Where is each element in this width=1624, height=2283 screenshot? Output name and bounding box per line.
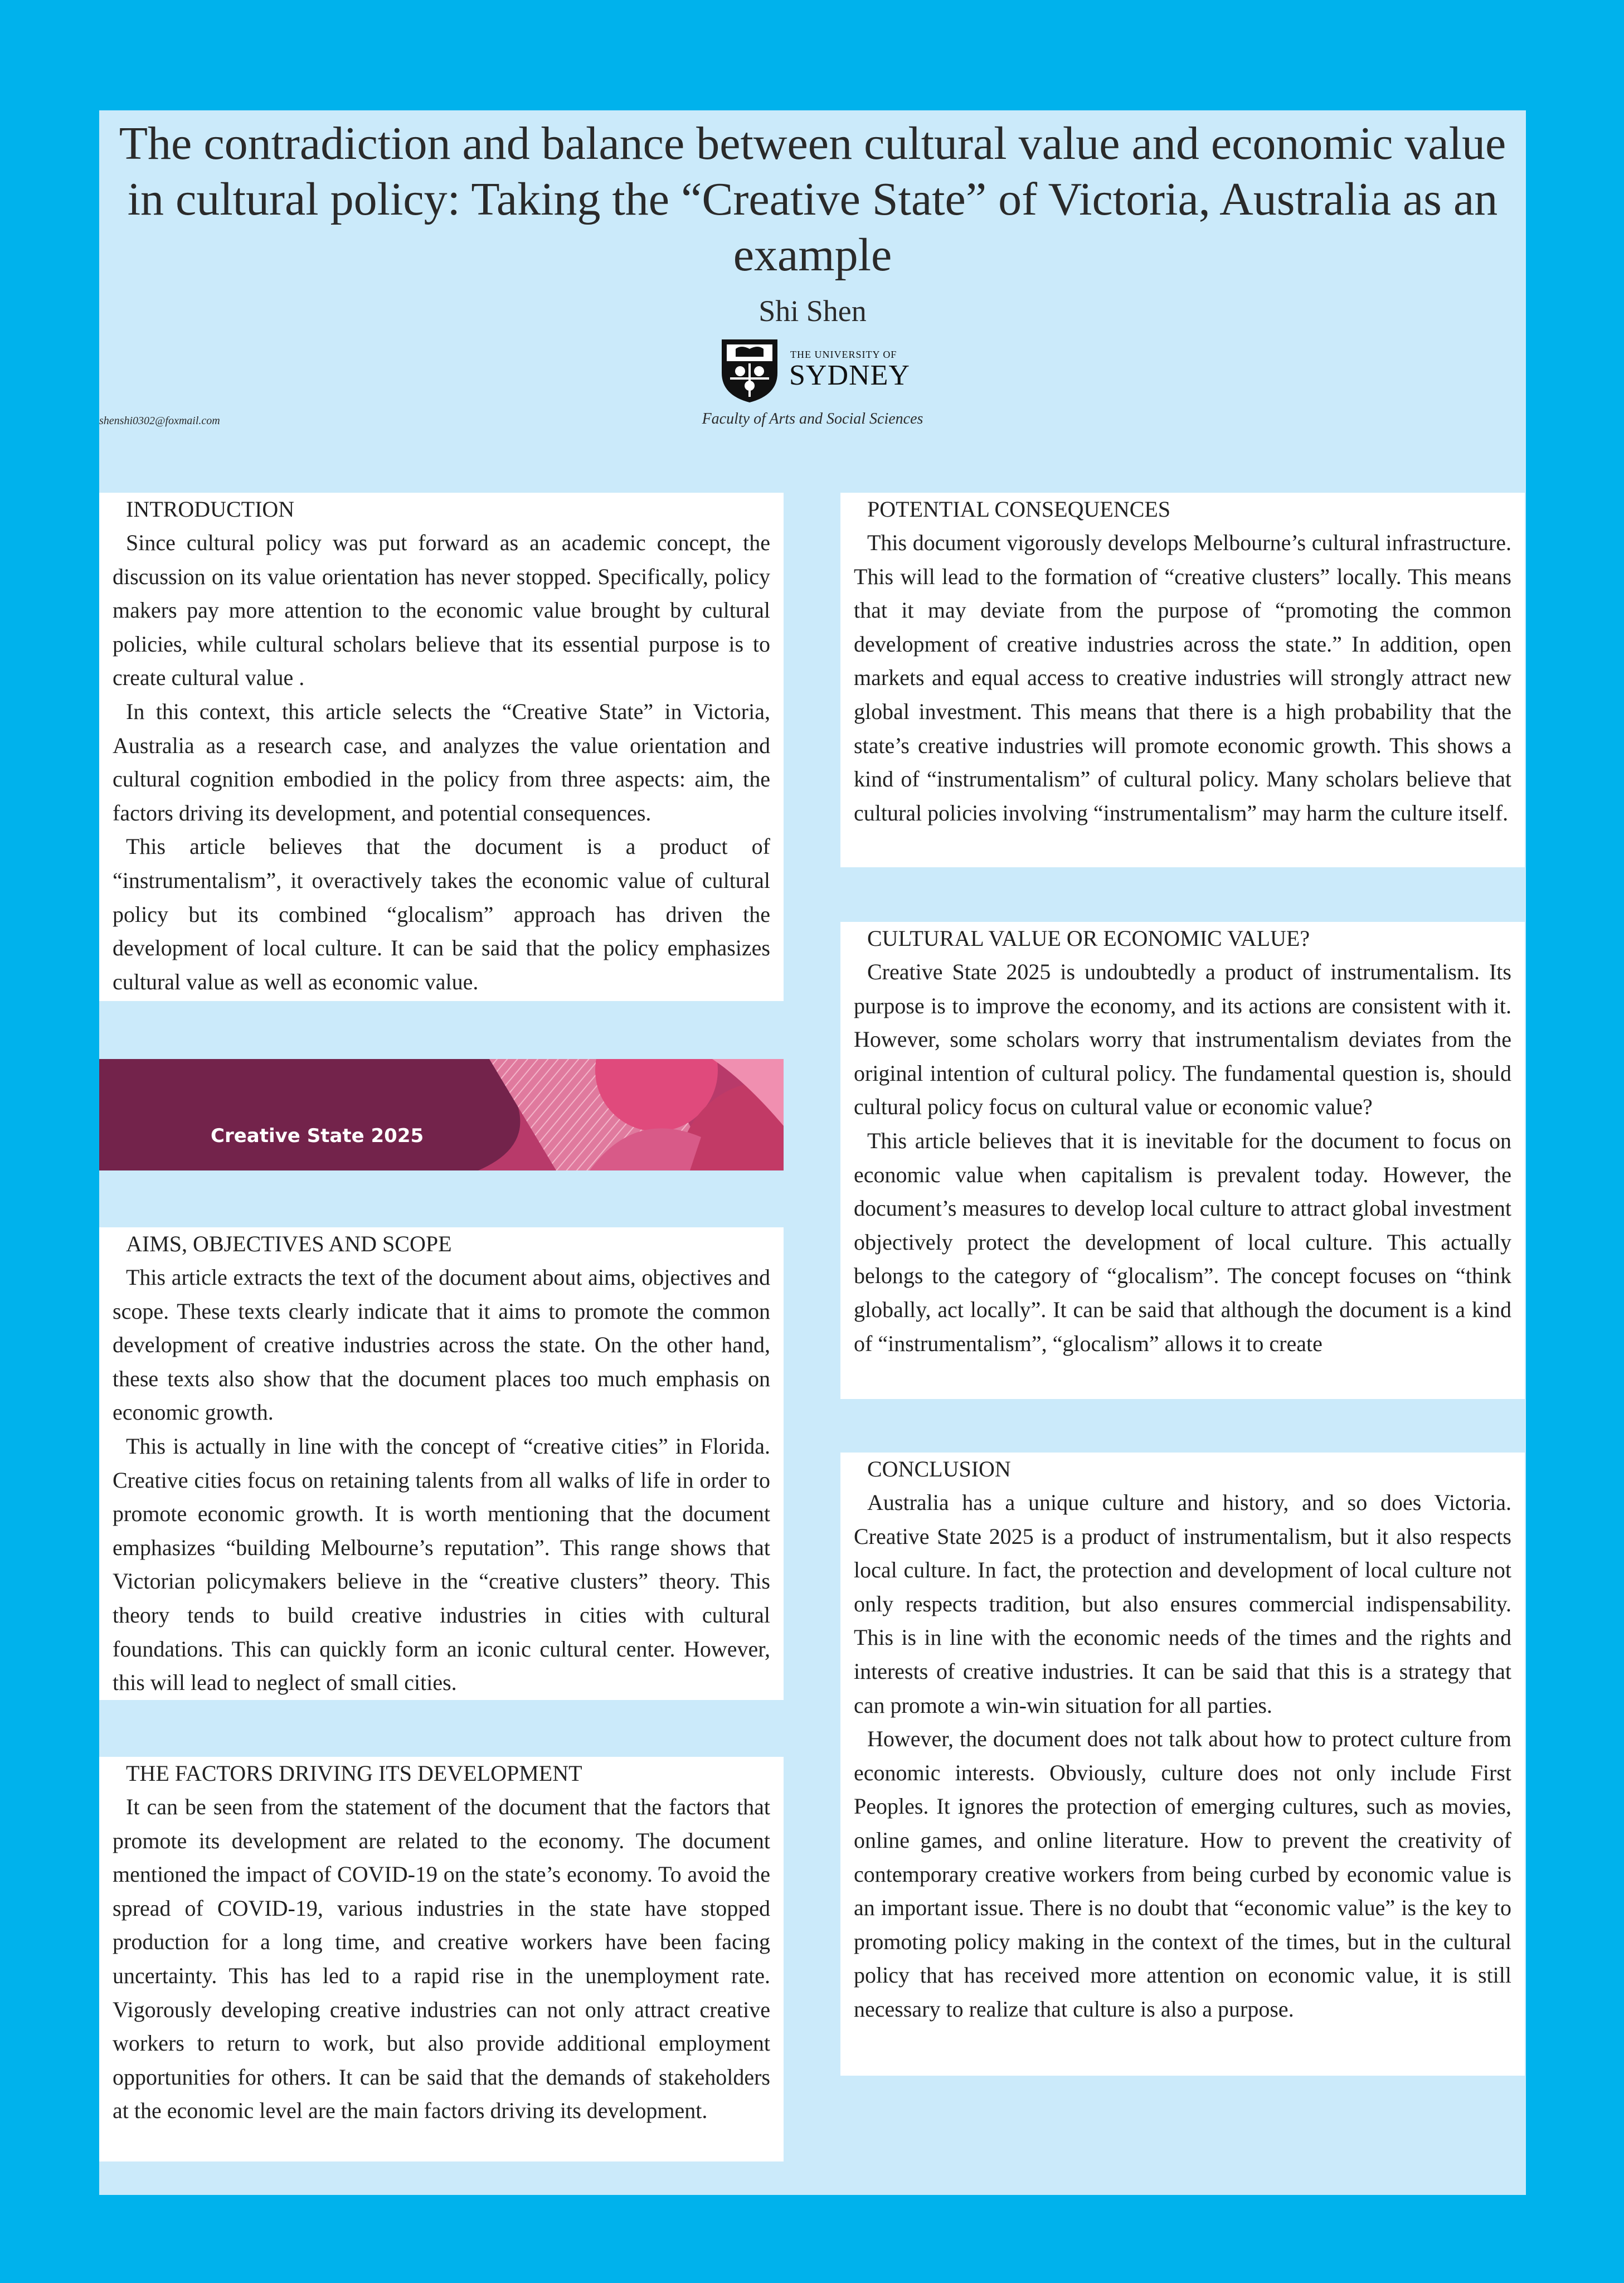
section-heading: AIMS, OBJECTIVES AND SCOPE: [126, 1231, 452, 1256]
faculty-name: Faculty of Arts and Social Sciences: [702, 410, 923, 428]
section-paragraph: This article believes that it is inevitable for the document to focus on economic value when capitalism is prevalent today. However, the document’s measures to develop local culture to attract global investment objectively protect the development of local culture. This actually belongs to the category of “glocalism”. The concept focuses on “think globally, act locally”. It can be said that although the document is a kind of “instrumentalism”, “glocalism” allows it to create: [854, 1128, 1511, 1356]
banner-label: Creative State 2025: [211, 1125, 424, 1147]
section-paragraph: Creative State 2025 is undoubtedly a product of instrumentalism. Its purpose is to improve the economy, and its actions are consistent with it. However, some scholars worry that instrumentalism deviates from the original intention of cultural policy. The fundamental question is, should cultural policy focus on cultural value or economic value?: [854, 959, 1511, 1120]
section-heading: CONCLUSION: [867, 1456, 1011, 1481]
section-heading: POTENTIAL CONSEQUENCES: [867, 497, 1171, 522]
section-heading: INTRODUCTION: [126, 497, 295, 522]
section-aims: [99, 1227, 784, 1700]
section-cultural-vs-economic: [840, 922, 1525, 1399]
section-paragraph: However, the document does not talk about how to protect culture from economic interests. Obviously, culture does not only include First Peoples. It ignores the protection of emerging cultures, such as movies, online games, and online literature. How to prevent the creativity of contemporary creative workers from being curbed by economic value is an important issue. There is no doubt that “economic value” is the key to promoting policy making in the context of the times, but in the cultural policy that has received more attention on economic value, it is still necessary to realize that culture is also a purpose.: [854, 1726, 1511, 2022]
university-crest-icon: [719, 337, 780, 404]
section-paragraph: This article believes that the document is a product of “instrumentalism”, it overactively takes the economic value of cultural policy but its combined “glocalism” approach has driven the development of local culture. It can be said that the policy emphasizes cultural value as well as economic value.: [113, 834, 770, 994]
university-line-1: THE UNIVERSITY OF: [790, 349, 897, 360]
section-paragraph: This article extracts the text of the document about aims, objectives and scope. These texts clearly indicate that it aims to promote the common development of creative industries across the state. On the other hand, these texts also show that the document places too much emphasis on economic growth.: [113, 1265, 770, 1425]
section-paragraph: It can be seen from the statement of the document that the factors that promote its development are related to the economy. The document mentioned the impact of COVID-19 on the state’s economy. To avoid the spread of COVID-19, various industries in the state have stopped production for a long time, and creative workers have been facing uncertainty. This has led to a rapid rise in the unemployment rate. Vigorously developing creative industries can not only attract creative workers to return to work, but also provide additional employment opportunities for others. It can be said that the demands of stakeholders at the economic level are the main factors driving its development.: [113, 1794, 770, 2124]
section-paragraph: This document vigorously develops Melbourne’s cultural infrastructure. This will lead to the formation of “creative clusters” locally. This means that it may deviate from the purpose of “promoting the common development of creative industries across the state.” In addition, open markets and equal access to creative industries will strongly attract new global investment. This means that there is a high probability that the state’s creative industries will promote economic growth. This shows a kind of “instrumentalism” of cultural policy. Many scholars believe that cultural policies involving “instrumentalism” may harm the culture itself.: [854, 530, 1511, 825]
section-heading: CULTURAL VALUE OR ECONOMIC VALUE?: [867, 926, 1310, 951]
section-conclusion: [840, 1453, 1525, 2076]
university-line-2: SYDNEY: [789, 360, 910, 391]
section-paragraph: Since cultural policy was put forward as an academic concept, the discussion on its value orientation has never stopped. Specifically, policy makers pay more attention to the economic value brought by cultural policies, while cultural scholars believe that its essential purpose is to create cultural value .: [113, 530, 770, 691]
creative-state-banner: [99, 1059, 784, 1170]
section-paragraph: In this context, this article selects the “Creative State” in Victoria, Australia as a research case, and analyzes the value orientation and cultural cognition embodied in the policy from three aspects: aim, the factors driving its development, and potential consequences.: [113, 698, 770, 825]
author-name: Shi Shen: [758, 294, 867, 328]
poster-title: The contradiction and balance between cultural value and economic value in cultural policy: Taking the “Creative State” of Victoria, Australia as an example: [119, 118, 1506, 281]
university-logo: [719, 337, 908, 404]
banner-graphic: [99, 1059, 784, 1170]
section-introduction: [99, 493, 784, 1001]
author-email[interactable]: shenshi0302@foxmail.com: [99, 415, 220, 427]
section-paragraph: This is actually in line with the concept of “creative cities” in Florida. Creative cities focus on retaining talents from all walks of life in order to promote economic growth. It is worth mentioning that the document emphasizes “building Melbourne’s reputation”. This range shows that Victorian policymakers believe in the “creative clusters” theory. This theory tends to build creative industries in cities with cultural foundations. This can quickly form an iconic cultural center. However, this will lead to neglect of small cities.: [113, 1433, 770, 1696]
section-paragraph: Australia has a unique culture and history, and so does Victoria. Creative State 2025 is a product of instrumentalism, but it also respects local culture. In fact, the protection and development of local culture not only respects tradition, but also ensures commercial indispensability. This is in line with the economic needs of the times and the rights and interests of creative industries. It can be said that this is a strategy that can promote a win-win situation for all parties.: [854, 1490, 1511, 1718]
section-consequences: [840, 493, 1525, 867]
section-heading: THE FACTORS DRIVING ITS DEVELOPMENT: [126, 1761, 582, 1786]
section-factors: [99, 1757, 784, 2161]
